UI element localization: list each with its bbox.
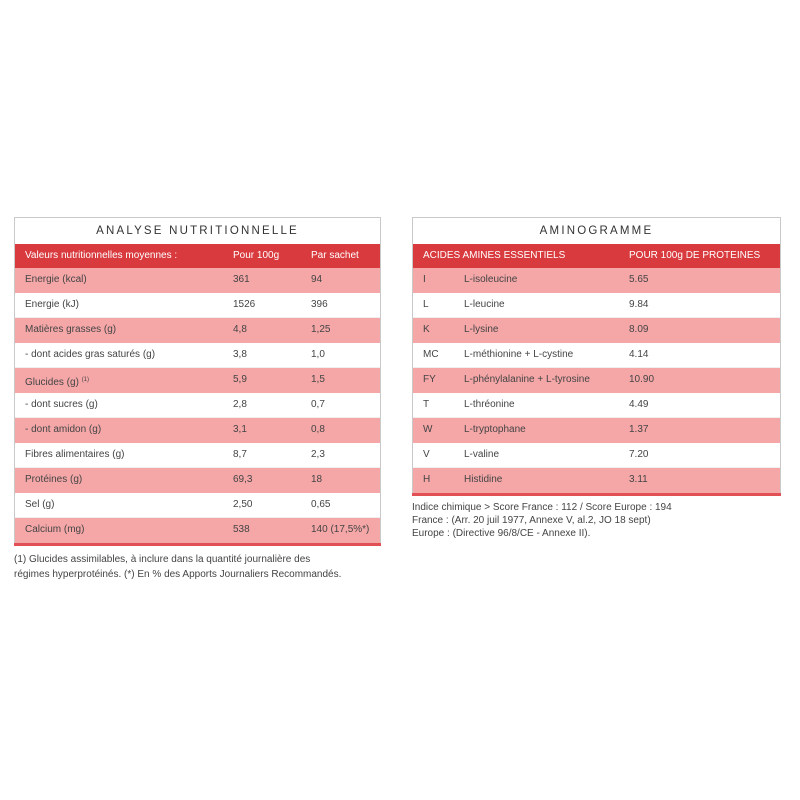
nutrition-row-sachet: 2,3 (311, 448, 325, 460)
nutrition-row-label-text: - dont acides gras saturés (g) (25, 348, 156, 360)
amino-row-name: L-thréonine (464, 398, 515, 410)
amino-row-name: L-leucine (464, 298, 505, 310)
amino-row-code: MC (423, 348, 439, 360)
nutrition-row-label (25, 393, 98, 417)
nutrition-row-label-text: Fibres alimentaires (g) (25, 448, 125, 460)
nutrition-row-label (25, 493, 54, 517)
nutrition-table (14, 217, 381, 546)
nutrition-row-label (25, 368, 89, 395)
amino-row (413, 318, 780, 343)
amino-row (413, 268, 780, 293)
nutrition-rows (15, 268, 380, 543)
nutrition-row-label (25, 343, 155, 367)
nutrition-row-sachet: 1,0 (311, 348, 325, 360)
nutrition-row-label (25, 318, 116, 342)
nutrition-row-per100: 2,50 (233, 498, 253, 510)
amino-row-name: L-lysine (464, 324, 499, 335)
nutrition-row-per100: 361 (233, 274, 250, 285)
amino-row-code: FY (423, 374, 436, 385)
nutrition-row-label (25, 468, 82, 492)
amino-row-value: 9.84 (629, 298, 649, 310)
nutrition-row-per100: 1526 (233, 298, 256, 310)
nutrition-row (15, 443, 380, 469)
amino-row-name: L-phénylalanine + L-tyrosine (464, 374, 590, 385)
amino-footnote-line: Europe : (Directive 96/8/CE - Annexe II). (412, 528, 591, 539)
amino-rows (413, 268, 780, 493)
nutrition-footnote (14, 552, 394, 582)
amino-row-value: 4.49 (629, 398, 649, 410)
amino-row-value: 7.20 (629, 448, 649, 460)
nutrition-row-sachet: 1,5 (311, 374, 325, 385)
nutrition-row (15, 343, 380, 369)
amino-header-per100: POUR 100g DE PROTEINES (629, 250, 761, 261)
amino-row-value: 3.11 (629, 474, 648, 485)
nutrition-row-label (25, 293, 79, 317)
nutrition-row-per100: 5,9 (233, 374, 247, 385)
nutrition-row-per100: 3,8 (233, 348, 247, 360)
nutrition-row (15, 393, 380, 419)
amino-row-code: L (423, 298, 429, 310)
nutrition-row-label-text: Energie (kcal) (25, 274, 87, 285)
nutrition-row-label (25, 443, 124, 467)
nutrition-row-label (25, 268, 87, 292)
nutrition-row-per100: 8,7 (233, 448, 247, 460)
amino-row-value: 1.37 (629, 424, 649, 435)
nutrition-title: ANALYSE NUTRITIONNELLE (15, 218, 380, 244)
amino-bottom-rule (412, 493, 781, 496)
nutrition-row-per100: 3,1 (233, 424, 247, 435)
amino-row-value: 4.14 (629, 348, 649, 360)
nutrition-row (15, 293, 380, 319)
nutrition-row-label (25, 518, 84, 542)
amino-row-code: T (423, 398, 430, 410)
nutrition-row-footnote-mark: (1) (81, 377, 90, 383)
amino-table (412, 217, 781, 496)
nutrition-table-frame (14, 217, 381, 543)
nutrition-row-per100: 69,3 (233, 474, 253, 485)
amino-row-value: 5.65 (629, 274, 649, 285)
nutrition-row-sachet: 0,8 (311, 424, 325, 435)
amino-row (413, 443, 780, 469)
nutrition-row-label (25, 418, 101, 442)
amino-title: AMINOGRAMME (413, 218, 780, 244)
amino-footnote-line: France : (Arr. 20 juil 1977, Annexe V, al.2, JO 18 sept) (412, 515, 651, 526)
amino-row (413, 393, 780, 419)
nutrition-row-per100: 538 (233, 524, 250, 535)
amino-row-value: 8.09 (629, 324, 649, 335)
amino-row (413, 343, 780, 369)
nutrition-row-per100: 4,8 (233, 324, 247, 335)
nutrition-row (15, 468, 380, 493)
nutrition-bottom-rule (14, 543, 381, 546)
amino-row-name: L-tryptophane (464, 424, 526, 435)
nutrition-row-label-text: - dont sucres (g) (25, 398, 98, 410)
amino-header-acids: ACIDES AMINES ESSENTIELS (423, 250, 566, 261)
nutrition-row-sachet: 0,7 (311, 398, 325, 410)
nutrition-row (15, 368, 380, 393)
nutrition-row-sachet: 396 (311, 298, 328, 310)
nutrition-row-per100: 2,8 (233, 398, 247, 410)
amino-row (413, 468, 780, 493)
nutrition-row (15, 318, 380, 343)
nutrition-row-label-text: Glucides (g) (25, 377, 79, 388)
nutrition-row-label-text: Calcium (mg) (25, 524, 85, 535)
amino-header-row (413, 244, 780, 268)
amino-footnote-line: Indice chimique > Score France : 112 / Score Europe : 194 (412, 502, 672, 513)
nutrition-header-row (15, 244, 380, 268)
nutrition-row-sachet: 0,65 (311, 498, 331, 510)
nutrition-row (15, 268, 380, 293)
amino-row-code: K (423, 324, 430, 335)
amino-footnote (412, 501, 792, 540)
amino-row (413, 418, 780, 443)
amino-row-name: L-valine (464, 448, 500, 460)
amino-row-name: L-isoleucine (464, 274, 518, 285)
nutrition-row (15, 418, 380, 443)
amino-row-name: L-méthionine + L-cystine (464, 348, 574, 360)
amino-row-name: Histidine (464, 474, 503, 485)
nutrition-row-sachet: 18 (311, 474, 323, 485)
nutrition-header-sachet: Par sachet (311, 250, 359, 261)
nutrition-row-sachet: 140 (17,5%*) (311, 524, 370, 535)
amino-row-value: 10.90 (629, 374, 655, 385)
nutrition-header-label: Valeurs nutritionnelles moyennes : (25, 250, 178, 261)
nutrition-header-per100: Pour 100g (233, 250, 280, 261)
nutrition-row-label-text: - dont amidon (g) (25, 424, 102, 435)
nutrition-footnote-line: régimes hyperprotéinés. (*) En % des Apports Journaliers Recommandés. (14, 569, 342, 580)
amino-row (413, 368, 780, 393)
amino-row-code: H (423, 474, 431, 485)
nutrition-row-label-text: Energie (kJ) (25, 298, 79, 310)
amino-row (413, 293, 780, 319)
nutrition-row (15, 518, 380, 543)
amino-table-frame (412, 217, 781, 493)
nutrition-row-sachet: 1,25 (311, 324, 331, 335)
nutrition-row-sachet: 94 (311, 274, 323, 285)
amino-row-code: I (423, 274, 426, 285)
amino-row-code: W (423, 424, 433, 435)
amino-row-code: V (423, 448, 430, 460)
nutrition-row (15, 493, 380, 519)
nutrition-row-label-text: Protéines (g) (25, 474, 83, 485)
nutrition-row-label-text: Matières grasses (g) (25, 324, 117, 335)
nutrition-row-label-text: Sel (g) (25, 498, 55, 510)
nutrition-footnote-line: (1) Glucides assimilables, à inclure dans la quantité journalière des (14, 554, 311, 565)
